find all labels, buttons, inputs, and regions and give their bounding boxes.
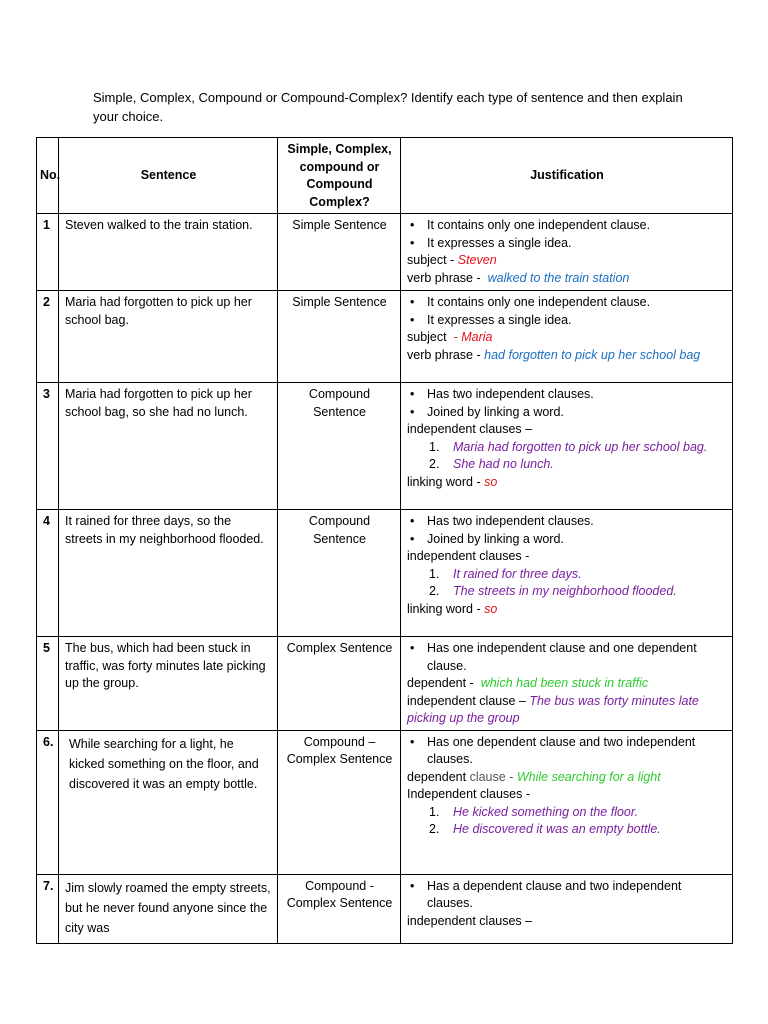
clause-item: 2. She had no lunch. (429, 457, 554, 471)
clauses-label: independent clauses – (407, 913, 533, 928)
verb-value: walked to the train station (487, 270, 630, 285)
bullet: • Has two independent clauses. (407, 386, 727, 404)
subject-label: subject - (407, 253, 455, 267)
linking-value: so (484, 474, 498, 489)
verb-label: verb phrase - (407, 347, 481, 362)
clause-item: 2. The streets in my neighborhood flooded. (429, 584, 677, 598)
type-cell: Compound - Complex Sentence (278, 874, 401, 943)
header-type: Simple, Complex, compound or Compound Complex? (278, 138, 401, 214)
header-no: No. (37, 138, 59, 214)
row-number: 1 (37, 214, 59, 291)
table-row (37, 637, 733, 731)
bullet: • Has a dependent clause and two independent clauses. (407, 878, 727, 913)
type-cell: Simple Sentence (278, 214, 401, 291)
table-row (37, 383, 733, 510)
justification-cell (401, 510, 733, 637)
independent-value: The bus was forty minutes late picking up the group (407, 693, 699, 725)
instructions: Simple, Complex, Compound or Compound-Complex? Identify each type of sentence and then explain your choice. (93, 90, 683, 124)
row-number: 5 (37, 637, 59, 731)
table-row (37, 874, 733, 943)
header-sentence: Sentence (59, 138, 278, 214)
dependent-label: dependent - (407, 676, 474, 690)
row-number: 3 (37, 383, 59, 510)
subject-value: Steven (457, 253, 497, 267)
sentence-cell: Jim slowly roamed the empty streets, but he never found anyone since the city was (59, 874, 278, 943)
justification-cell (401, 730, 733, 874)
sentence-cell: It rained for three days, so the streets in my neighborhood flooded. (59, 510, 278, 637)
table-row (37, 510, 733, 637)
clauses-label: independent clauses – (407, 422, 533, 436)
dependent-label: dependent (407, 769, 467, 784)
bullet: • Joined by linking a word. (407, 404, 727, 422)
verb-label: verb phrase - (407, 270, 481, 285)
justification-cell (401, 214, 733, 291)
bullet: • Has one dependent clause and two independent clauses. (407, 734, 727, 769)
sentence-cell: Maria had forgotten to pick up her school bag. (59, 291, 278, 383)
dependent-value: which had been stuck in traffic (480, 676, 649, 690)
type-cell: Compound Sentence (278, 510, 401, 637)
table-row (37, 214, 733, 291)
bullet: • It expresses a single idea. (407, 235, 727, 253)
type-cell: Complex Sentence (278, 637, 401, 731)
bullet: • Joined by linking a word. (407, 531, 727, 549)
independent-label: independent clause – (407, 693, 526, 708)
row-number: 6. (37, 730, 59, 874)
clauses-label: independent clauses - (407, 549, 530, 563)
row-number: 2 (37, 291, 59, 383)
bullet: • It expresses a single idea. (407, 312, 727, 330)
type-cell: Compound – Complex Sentence (278, 730, 401, 874)
row-number: 7. (37, 874, 59, 943)
bullet: • Has two independent clauses. (407, 513, 727, 531)
clause-item: 1. It rained for three days. (429, 566, 582, 581)
dependent-label-suffix: clause - (469, 769, 514, 784)
clause-item: 1. He kicked something on the floor. (429, 804, 639, 819)
table-row (37, 730, 733, 874)
verb-value: had forgotten to pick up her school bag (484, 347, 701, 362)
linking-value: so (484, 601, 498, 616)
justification-cell (401, 383, 733, 510)
justification-cell (401, 637, 733, 731)
header-justification: Justification (401, 138, 733, 214)
justification-cell (401, 291, 733, 383)
sentence-cell: Maria had forgotten to pick up her school bag, so she had no lunch. (59, 383, 278, 510)
linking-label: linking word - (407, 601, 481, 616)
type-cell: Simple Sentence (278, 291, 401, 383)
row-number: 4 (37, 510, 59, 637)
subject-label: subject (407, 330, 447, 344)
header-row (37, 138, 733, 214)
sentence-cell: Steven walked to the train station. (59, 214, 278, 291)
bullet: • It contains only one independent clause. (407, 294, 727, 312)
dependent-value: While searching for a light (516, 769, 661, 784)
linking-label: linking word - (407, 474, 481, 489)
sentence-table (36, 137, 733, 944)
sentence-cell: The bus, which had been stuck in traffic, was forty minutes late picking up the group. (59, 637, 278, 731)
justification-cell (401, 874, 733, 943)
clause-item: 1. Maria had forgotten to pick up her school bag. (429, 439, 708, 454)
bullet: • It contains only one independent clause. (407, 217, 727, 235)
bullet: • Has one independent clause and one dependent clause. (407, 640, 727, 675)
sentence-cell: While searching for a light, he kicked something on the floor, and discovered it was an empty bottle. (59, 730, 278, 874)
table-row (37, 291, 733, 383)
subject-value: - Maria (453, 330, 493, 344)
type-cell: Compound Sentence (278, 383, 401, 510)
clauses-label: Independent clauses - (407, 787, 531, 801)
clause-item: 2. He discovered it was an empty bottle. (429, 822, 661, 836)
